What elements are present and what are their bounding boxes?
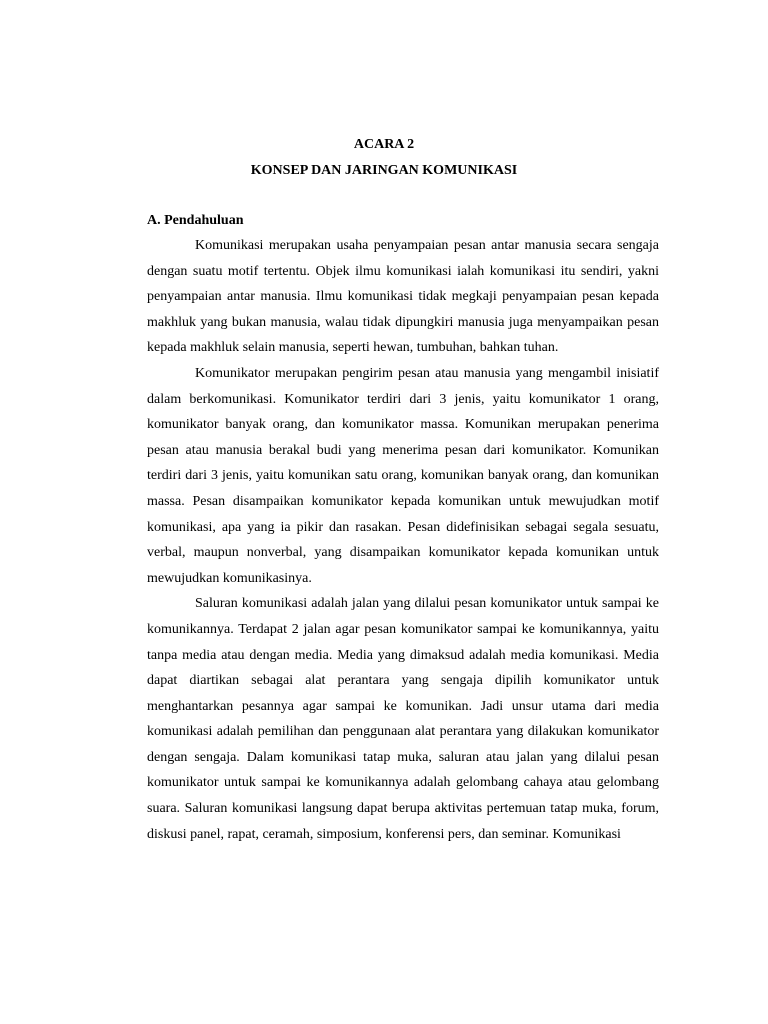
section-heading: A. Pendahuluan xyxy=(147,213,244,228)
document-subtitle: KONSEP DAN JARINGAN KOMUNIKASI xyxy=(250,163,518,178)
paragraph-3: Saluran komunikasi adalah jalan yang dilalui pesan komunikator untuk sampai ke komunikannya. Terdapat 2 jalan agar pesan komunikator sampai ke komunikannya, yaitu tanpa media atau dengan media. Media yang dimaksud adalah media komunikasi. Media dapat diartikan sebagai alat perantara yang sengaja dipilih komunikator untuk menghantarkan pesannya agar sampai ke komunikan. Jadi unsur utama dari media komunikasi adalah pemilihan dan penggunaan alat perantara yang dilakukan komunikator dengan sengaja. Dalam komunikasi tatap muka, saluran atau jalan yang dilalui pesan komunikator untuk sampai ke komunikannya adalah gelombang cahaya atau gelombang suara. Saluran komunikasi langsung dapat berupa aktivitas pertemuan tatap muka, forum, diskusi panel, rapat, ceramah, simposium, konferensi pers, dan seminar. Komunikasi xyxy=(147,596,659,842)
document-title: ACARA 2 xyxy=(353,137,415,152)
body-text xyxy=(147,233,659,847)
paragraph-1: Komunikasi merupakan usaha penyampaian pesan antar manusia secara sengaja dengan suatu motif tertentu. Objek ilmu komunikasi ialah komunikasi itu sendiri, yakni penyampaian antar manusia. Ilmu komunikasi tidak megkaji penyampaian pesan kepada makhluk yang bukan manusia, walau tidak dipungkiri manusia juga menyampaikan pesan kepada makhluk selain manusia, seperti hewan, tumbuhan, bahkan tuhan. xyxy=(147,238,659,356)
paragraph-2: Komunikator merupakan pengirim pesan atau manusia yang mengambil inisiatif dalam berkomunikasi. Komunikator terdiri dari 3 jenis, yaitu komunikator 1 orang, komunikator banyak orang, dan komunikator massa. Komunikan merupakan penerima pesan atau manusia berakal budi yang menerima pesan dari komunikator. Komunikan terdiri dari 3 jenis, yaitu komunikan satu orang, komunikan banyak orang, dan komunikan massa. Pesan disampaikan komunikator kepada komunikan untuk mewujudkan motif komunikasi, apa yang ia pikir dan rasakan. Pesan didefinisikan sebagai segala sesuatu, verbal, maupun nonverbal, yang disampaikan komunikator kepada komunikan untuk mewujudkan komunikasinya. xyxy=(147,365,659,586)
